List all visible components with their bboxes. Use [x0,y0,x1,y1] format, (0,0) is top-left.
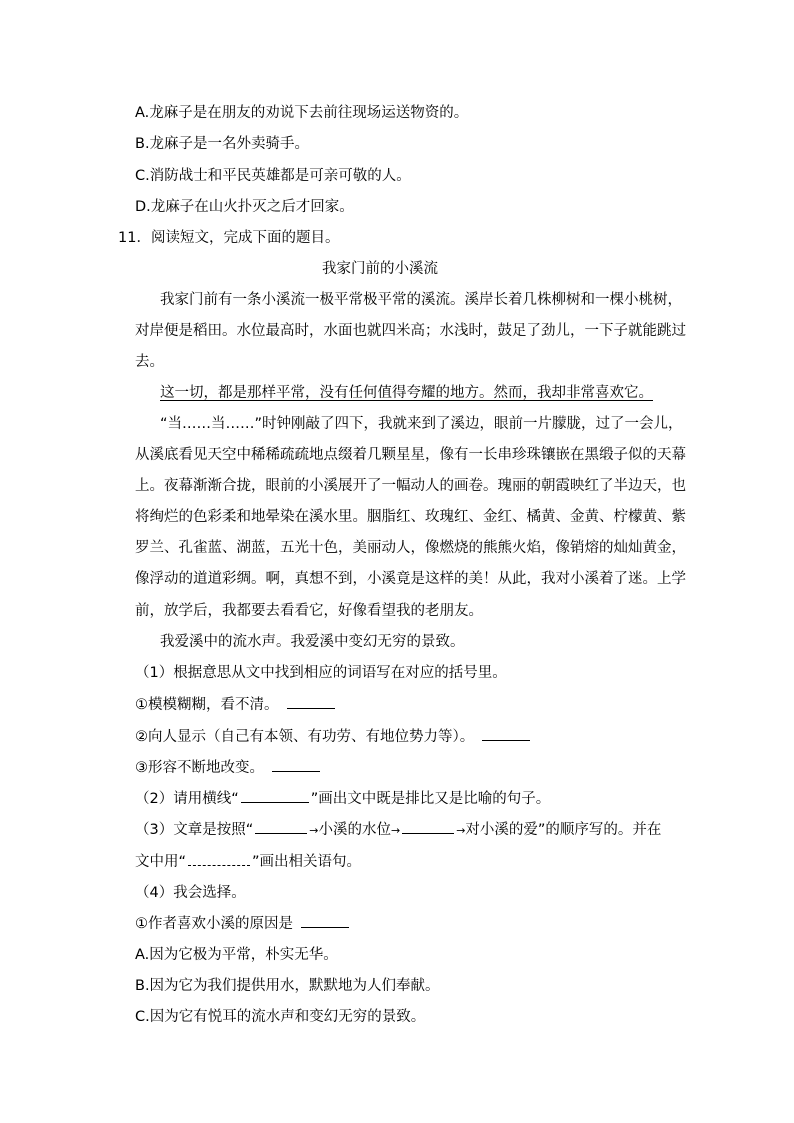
sub2-text: （2）请用横线“ [135,791,239,807]
sub4-option-c: C.因为它有悦耳的流水声和变幻无穷的景致。 [135,1009,426,1025]
answer-blank[interactable] [482,728,530,741]
passage-underlined-sentence: 这一切，都是那样平常，没有任何值得夸耀的地方。然而，我却非常喜欢它。 [160,385,653,401]
sub1-item-text: ③形容不断地改变。 [135,760,264,776]
straight-line-sample [241,790,309,803]
passage-line: 像浮动的道道彩绸。啊，真想不到，小溪竟是这样的美！从此，我对小溪着了迷。上学 [135,571,686,587]
q10-option-a: A.龙麻子是在朋友的劝说下去前往现场运送物资的。 [135,105,469,121]
answer-blank[interactable] [287,696,335,709]
passage-line: 上。夜幕渐渐合拢，眼前的小溪展开了一幅动人的画卷。瑰丽的朝霞映红了半边天，也 [135,478,686,494]
passage-line: 前，放学后，我都要去看看它，好像看望我的老朋友。 [135,603,483,619]
arrow-icon: → [309,824,319,837]
sub4-stem: （4）我会选择。 [135,885,246,901]
passage-line: 将绚烂的色彩柔和地晕染在溪水里。胭脂红、玫瑰红、金红、橘黄、金黄、柠檬黄、紫 [135,509,686,525]
sub1-item [135,759,320,777]
sub1-item [135,728,530,746]
q11-stem: 11．阅读短文，完成下面的题目。 [118,230,340,246]
wavy-line-sample [188,853,250,866]
passage-line: 罗兰、孔雀蓝、湖蓝，五光十色，美丽动人，像燃烧的熊熊火焰，像销熔的灿灿黄金， [135,540,686,556]
arrow-icon: → [456,824,466,837]
passage-line: 去。 [135,354,164,370]
sub2 [135,790,550,808]
sub3-text: ”画出相关语句。 [252,854,362,870]
sub1-stem: （1）根据意思从文中找到相应的词语写在对应的括号里。 [135,665,507,681]
sub3 [135,821,661,839]
answer-blank[interactable] [255,821,307,834]
sub3-line2 [135,853,361,871]
passage-line: 我爱溪中的流水声。我爱溪中变幻无穷的景致。 [160,634,465,650]
sub3-text: 文中用“ [135,854,187,870]
sub2-text: ”画出文中既是排比又是比喻的句子。 [310,791,551,807]
answer-blank[interactable] [272,759,320,772]
answer-blank[interactable] [402,821,454,834]
passage-line: 从溪底看见天空中稀稀疏疏地点缀着几颗星星，像有一长串珍珠镶嵌在黑缎子似的天幕 [135,447,686,463]
sub4-option-a: A.因为它极为平常，朴实无华。 [135,947,338,963]
passage-line: 对岸便是稻田。水位最高时，水面也就四米高；水浅时，鼓足了劲儿，一下子就能跳过 [135,323,686,339]
sub1-item-text: ②向人显示（自己有本领、有功劳、有地位势力等）。 [135,729,475,745]
sub3-text: 小溪的水位 [318,822,391,838]
sub1-item [135,696,335,714]
sub4-option-b: B.因为它为我们提供用水，默默地为人们奉献。 [135,978,440,994]
q10-option-c: C.消防战士和平民英雄都是可亲可敬的人。 [135,168,411,184]
sub3-text: 对小溪的爱”的顺序写的。并在 [465,822,662,838]
q10-option-d: D.龙麻子在山火扑灭之后才回家。 [135,199,354,215]
sub4-q1-text: ①作者喜欢小溪的原因是 [135,916,293,932]
arrow-icon: → [390,824,401,837]
passage-line: 我家门前有一条小溪流一极平常极平常的溪流。溪岸长着几株柳树和一棵小桃树， [160,292,682,308]
q10-option-b: B.龙麻子是一名外卖骑手。 [135,136,310,152]
sub3-text: （3）文章是按照“ [135,822,254,838]
answer-blank[interactable] [301,915,349,928]
sub1-item-text: ①模模糊糊，看不清。 [135,697,279,713]
sub4-q1 [135,915,349,933]
passage-line: “当……当……”时钟刚敲了四下，我就来到了溪边，眼前一片朦胧，过了一会儿， [160,416,683,432]
passage-title: 我家门前的小溪流 [322,261,438,277]
